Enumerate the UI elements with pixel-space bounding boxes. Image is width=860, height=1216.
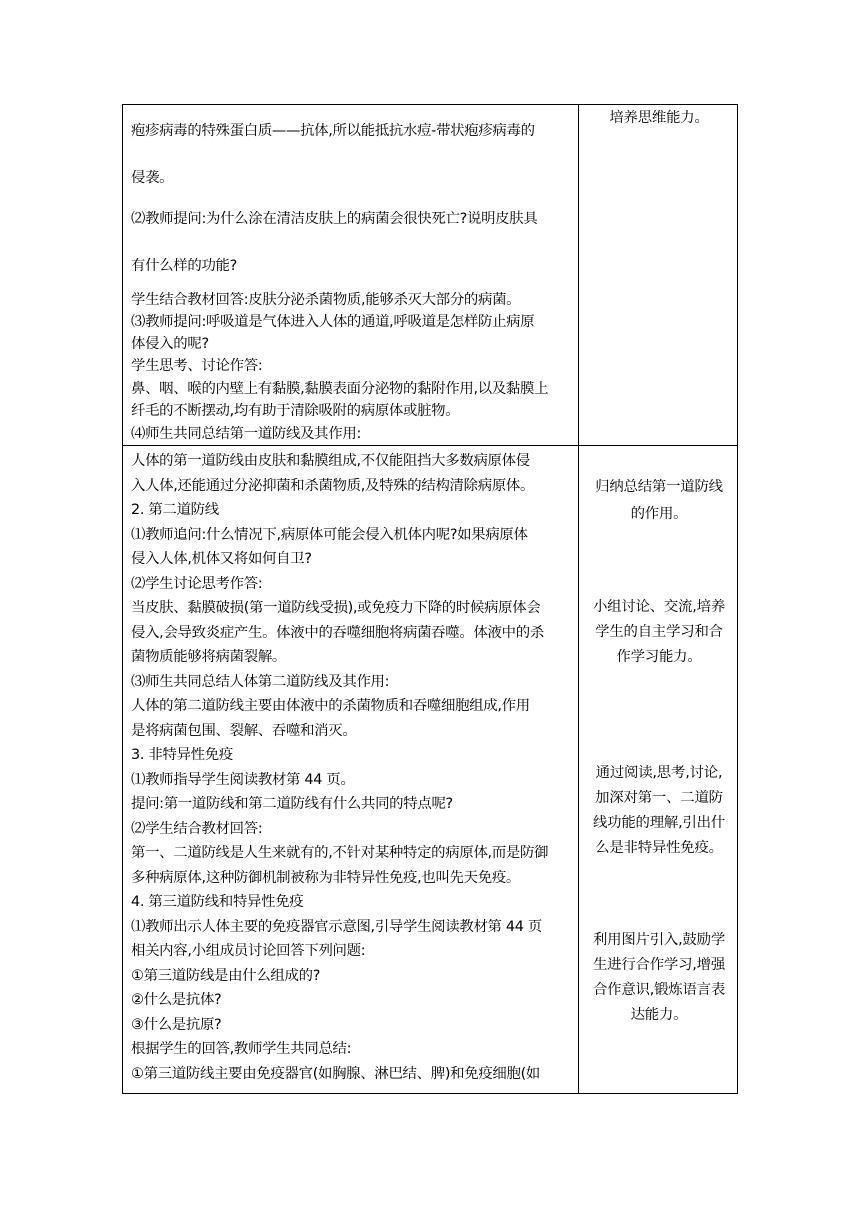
text-line: ⑴教师出示人体主要的免疫器官示意图,引导学生阅读教材第 44 页 bbox=[131, 919, 542, 935]
text-line: ⑵学生讨论思考作答: bbox=[131, 576, 263, 592]
text-line: 入人体,还能通过分泌抑菌和杀菌物质,及特殊的结构清除病原体。 bbox=[131, 478, 535, 494]
teaching-note: 通过阅读,思考,讨论, bbox=[595, 765, 723, 781]
teaching-note: 么是非特异性免疫。 bbox=[595, 840, 723, 856]
row-divider bbox=[123, 445, 737, 446]
text-line: 学生思考、讨论作答: bbox=[131, 358, 263, 374]
text-line: 是将病菌包围、裂解、吞噬和消灭。 bbox=[131, 723, 357, 739]
text-line: ⑴教师追问:什么情况下,病原体可能会侵入机体内呢?如果病原体 bbox=[131, 527, 528, 543]
teaching-note: 培养思维能力。 bbox=[609, 110, 709, 126]
teaching-note: 作学习能力。 bbox=[616, 649, 702, 665]
section-heading: 2. 第二道防线 bbox=[131, 502, 219, 518]
text-line: 当皮肤、黏膜破损(第一道防线受损),或免疫力下降的时候病原体会 bbox=[131, 600, 541, 616]
lesson-table bbox=[122, 104, 738, 1094]
section-heading: 3. 非特异性免疫 bbox=[131, 747, 233, 763]
text-line: ①第三道防线主要由免疫器官(如胸腺、淋巴结、脾)和免疫细胞(如 bbox=[131, 1066, 540, 1082]
teaching-note: 合作意识,锻炼语言表 bbox=[592, 982, 726, 998]
text-line: ⑴教师指导学生阅读教材第 44 页。 bbox=[131, 772, 355, 788]
text-line: 侵袭。 bbox=[131, 170, 174, 186]
teaching-note: 生进行合作学习,增强 bbox=[592, 957, 726, 973]
text-line: ⑷师生共同总结第一道防线及其作用: bbox=[131, 426, 361, 442]
teaching-note: 利用图片引入,鼓励学 bbox=[592, 932, 726, 948]
text-line: 纤毛的不断摆动,均有助于清除吸附的病原体或脏物。 bbox=[131, 403, 460, 419]
section-heading: 4. 第三道防线和特异性免疫 bbox=[131, 894, 304, 910]
teaching-note: 的作用。 bbox=[630, 506, 688, 522]
question-item: ③什么是抗原? bbox=[131, 1017, 222, 1033]
text-line: 学生结合教材回答:皮肤分泌杀菌物质,能够杀灭大部分的病菌。 bbox=[131, 292, 521, 308]
text-line: 侵入,会导致炎症产生。体液中的吞噬细胞将病菌吞噬。体液中的杀 bbox=[131, 625, 544, 641]
text-line: 提问:第一道防线和第二道防线有什么共同的特点呢? bbox=[131, 796, 453, 812]
text-line: 有什么样的功能? bbox=[131, 258, 237, 274]
text-line: 人体的第一道防线由皮肤和黏膜组成,不仅能阻挡大多数病原体侵 bbox=[131, 453, 530, 469]
text-line: ⑵教师提问:为什么涂在清洁皮肤上的病菌会很快死亡?说明皮肤具 bbox=[131, 211, 538, 227]
question-item: ①第三道防线是由什么组成的? bbox=[131, 968, 321, 984]
text-line: ⑵学生结合教材回答: bbox=[131, 821, 263, 837]
text-line: 体侵入的呢? bbox=[131, 336, 209, 352]
question-item: ②什么是抗体? bbox=[131, 992, 222, 1008]
teaching-note: 加深对第一、二道防 bbox=[595, 790, 723, 806]
text-line: 第一、二道防线是人生来就有的,不针对某种特定的病原体,而是防御 bbox=[131, 845, 549, 861]
text-line: 根据学生的回答,教师学生共同总结: bbox=[131, 1041, 352, 1057]
text-line: 人体的第二道防线主要由体液中的杀菌物质和吞噬细胞组成,作用 bbox=[131, 698, 530, 714]
teaching-note: 归纳总结第一道防线 bbox=[595, 479, 723, 495]
teaching-note: 线功能的理解,引出什 bbox=[592, 815, 726, 831]
teaching-note: 小组讨论、交流,培养 bbox=[592, 599, 726, 615]
text-line: 多种病原体,这种防御机制被称为非特异性免疫,也叫先天免疫。 bbox=[131, 870, 520, 886]
text-line: ⑶教师提问:呼吸道是气体进入人体的通道,呼吸道是怎样防止病原 bbox=[131, 314, 535, 330]
text-line: 侵入人体,机体又将如何自卫? bbox=[131, 551, 312, 567]
text-line: 鼻、咽、喉的内壁上有黏膜,黏膜表面分泌物的黏附作用,以及黏膜上 bbox=[131, 381, 549, 397]
text-line: 疱疹病毒的特殊蛋白质——抗体,所以能抵抗水痘-带状疱疹病毒的 bbox=[131, 123, 535, 139]
teaching-note: 学生的自主学习和合 bbox=[595, 624, 723, 640]
text-line: 相关内容,小组成员讨论回答下列问题: bbox=[131, 943, 366, 959]
text-line: 菌物质能够将病菌裂解。 bbox=[131, 649, 286, 665]
teaching-note: 达能力。 bbox=[630, 1007, 688, 1023]
text-line: ⑶师生共同总结人体第二道防线及其作用: bbox=[131, 674, 390, 690]
